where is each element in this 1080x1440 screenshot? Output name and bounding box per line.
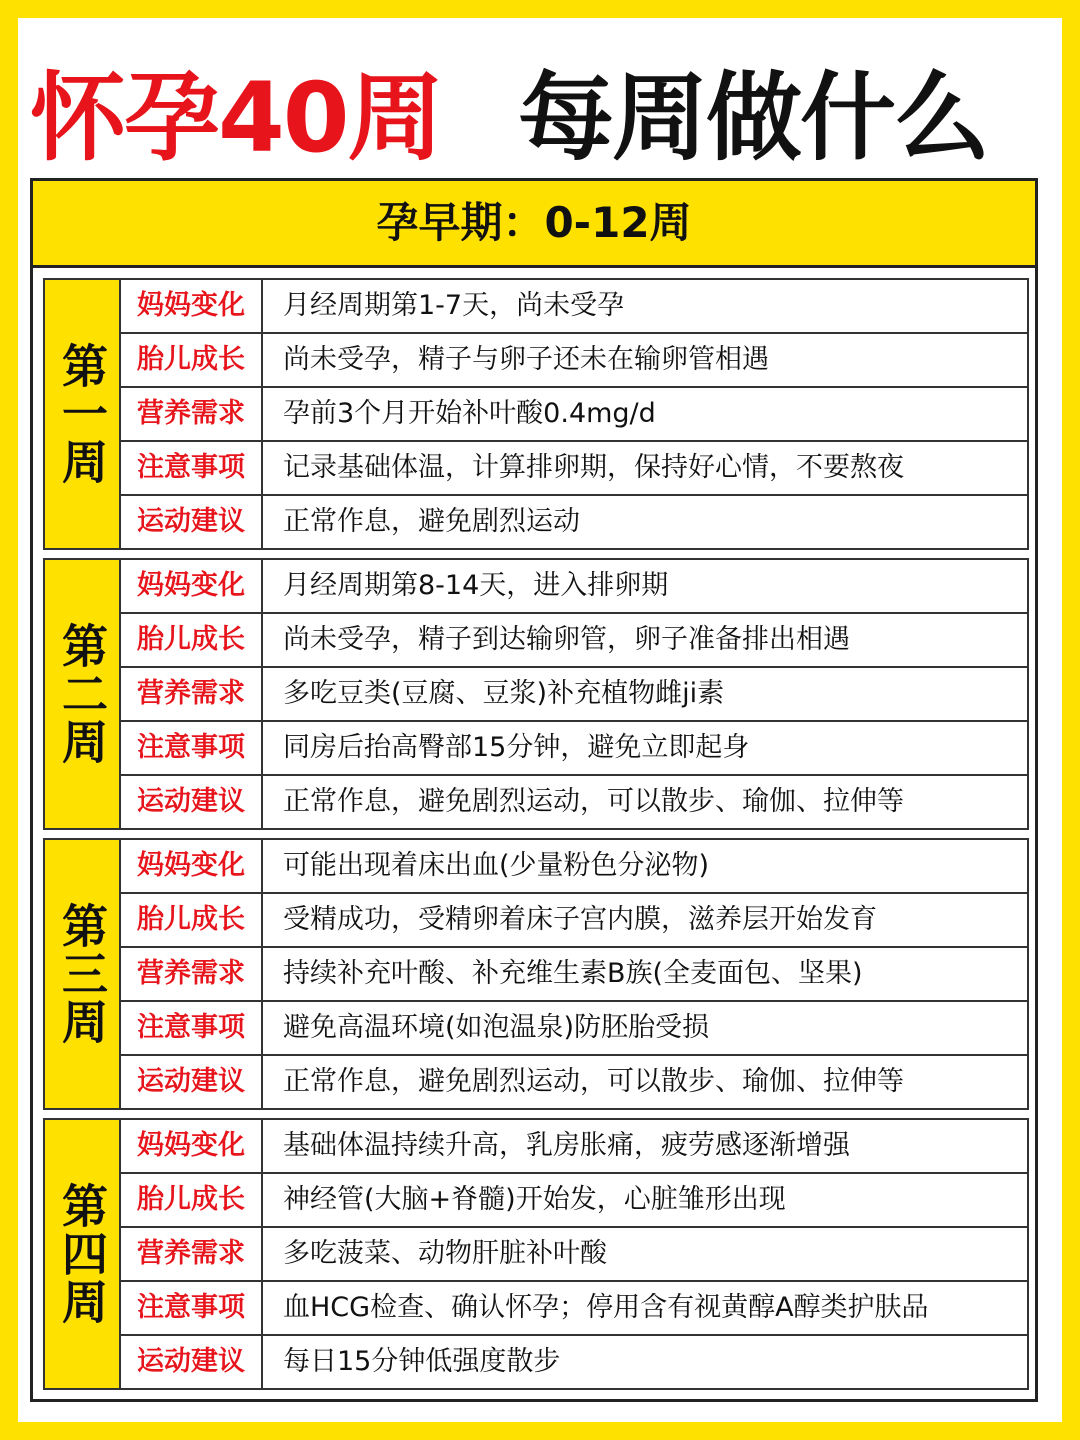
table-row	[121, 560, 1027, 614]
table-row	[121, 1174, 1027, 1228]
row-value: 多吃菠菜、动物肝脏补叶酸	[283, 1238, 607, 1269]
row-value: 尚未受孕，精子与卵子还未在输卵管相遇	[283, 344, 769, 375]
row-category: 运动建议	[121, 776, 263, 830]
row-value: 避免高温环境(如泡温泉)防胚胎受损	[283, 1012, 710, 1043]
row-category: 妈妈变化	[121, 1120, 263, 1172]
table-row	[121, 496, 1027, 550]
table-row	[121, 1228, 1027, 1282]
row-category: 注意事项	[121, 1282, 263, 1334]
week-label-text: 第二周	[55, 622, 109, 766]
row-value: 正常作息，避免剧烈运动，可以散步、瑜伽、拉伸等	[283, 1066, 904, 1097]
row-value: 受精成功，受精卵着床子宫内膜，滋养层开始发育	[283, 904, 877, 935]
row-value: 可能出现着床出血(少量粉色分泌物)	[283, 850, 710, 881]
row-value: 月经周期第8-14天，进入排卵期	[283, 570, 669, 601]
row-category: 注意事项	[121, 1002, 263, 1054]
week-label	[45, 1120, 121, 1388]
row-value: 尚未受孕，精子到达输卵管，卵子准备排出相遇	[283, 624, 850, 655]
table-row	[121, 776, 1027, 830]
table-row	[121, 1002, 1027, 1056]
row-category: 妈妈变化	[121, 560, 263, 612]
row-category: 胎儿成长	[121, 614, 263, 666]
row-value: 持续补充叶酸、补充维生素B族(全麦面包、坚果)	[283, 958, 863, 989]
row-category: 妈妈变化	[121, 840, 263, 892]
row-category: 胎儿成长	[121, 1174, 263, 1226]
row-value: 多吃豆类(豆腐、豆浆)补充植物雌ji素	[283, 678, 725, 709]
week-label-text: 第一周	[55, 342, 109, 486]
row-category: 注意事项	[121, 722, 263, 774]
table-row	[121, 334, 1027, 388]
title-red: 怀孕40周	[30, 62, 442, 174]
table-row	[121, 1282, 1027, 1336]
week-label-text: 第四周	[55, 1182, 109, 1326]
table-row	[121, 948, 1027, 1002]
row-category: 营养需求	[121, 948, 263, 1000]
table-row	[121, 1056, 1027, 1110]
week-label-text: 第三周	[55, 902, 109, 1046]
table-row	[121, 722, 1027, 776]
table-row	[121, 614, 1027, 668]
week-label	[45, 560, 121, 828]
table-row	[121, 280, 1027, 334]
row-value: 正常作息，避免剧烈运动，可以散步、瑜伽、拉伸等	[283, 786, 904, 817]
row-value: 每日15分钟低强度散步	[283, 1346, 561, 1377]
week-block	[43, 558, 1029, 830]
row-category: 胎儿成长	[121, 894, 263, 946]
period-header: 孕早期：0-12周	[33, 181, 1035, 268]
week-block	[43, 278, 1029, 550]
row-category: 运动建议	[121, 496, 263, 550]
row-category: 运动建议	[121, 1336, 263, 1390]
table-row	[121, 442, 1027, 496]
week-block	[43, 1118, 1029, 1390]
row-value: 孕前3个月开始补叶酸0.4mg/d	[283, 398, 656, 429]
row-value: 血HCG检查、确认怀孕；停用含有视黄醇A醇类护肤品	[283, 1292, 929, 1323]
row-category: 运动建议	[121, 1056, 263, 1110]
row-value: 记录基础体温，计算排卵期，保持好心情，不要熬夜	[283, 452, 904, 483]
row-value: 基础体温持续升高，乳房胀痛，疲劳感逐渐增强	[283, 1130, 850, 1161]
row-value: 同房后抬高臀部15分钟，避免立即起身	[283, 732, 750, 763]
poster-card	[18, 18, 1062, 1422]
table-row	[121, 668, 1027, 722]
schedule-table	[30, 178, 1038, 1402]
row-category: 营养需求	[121, 388, 263, 440]
page-title	[18, 58, 1062, 178]
table-row	[121, 1336, 1027, 1390]
row-category: 妈妈变化	[121, 280, 263, 332]
table-row	[121, 1120, 1027, 1174]
week-block	[43, 838, 1029, 1110]
table-row	[121, 894, 1027, 948]
week-label	[45, 280, 121, 548]
row-value: 神经管(大脑+脊髓)开始发，心脏雏形出现	[283, 1184, 786, 1215]
title-black: 每周做什么	[518, 62, 988, 174]
row-value: 月经周期第1-7天，尚未受孕	[283, 290, 625, 321]
table-row	[121, 388, 1027, 442]
row-value: 正常作息，避免剧烈运动	[283, 506, 580, 537]
row-category: 注意事项	[121, 442, 263, 494]
row-category: 胎儿成长	[121, 334, 263, 386]
row-category: 营养需求	[121, 1228, 263, 1280]
week-label	[45, 840, 121, 1108]
table-row	[121, 840, 1027, 894]
row-category: 营养需求	[121, 668, 263, 720]
